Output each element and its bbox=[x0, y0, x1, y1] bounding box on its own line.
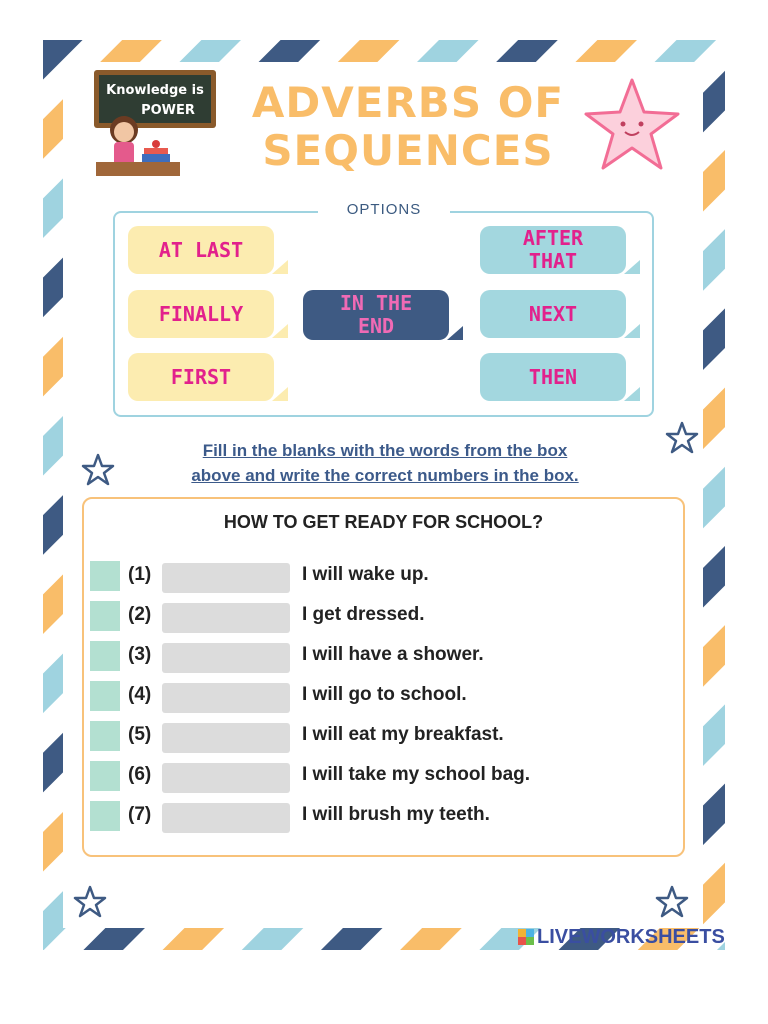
instructions-line-1: Fill in the blanks with the words from the box bbox=[202, 441, 568, 460]
row-number: (1) bbox=[128, 564, 152, 585]
row-number: (6) bbox=[128, 764, 152, 785]
adverb-input[interactable] bbox=[162, 803, 294, 835]
row-number: (3) bbox=[128, 644, 152, 665]
option-at-last[interactable]: AT LAST bbox=[128, 226, 274, 274]
adverb-blank[interactable] bbox=[162, 603, 290, 633]
order-number-input[interactable] bbox=[90, 601, 124, 633]
adverb-blank[interactable] bbox=[162, 763, 290, 793]
svg-text:POWER: POWER bbox=[141, 103, 195, 118]
adverb-blank[interactable] bbox=[162, 563, 290, 593]
row-sentence: I will take my school bag. bbox=[302, 764, 531, 785]
adverb-blank[interactable] bbox=[162, 803, 290, 833]
exercise-title: HOW TO GET READY FOR SCHOOL? bbox=[223, 512, 544, 532]
order-number-input[interactable] bbox=[90, 681, 124, 713]
order-number-input[interactable] bbox=[90, 801, 124, 833]
star-outline-icon bbox=[654, 884, 690, 920]
logo-text: LIVEWORKSHEETS bbox=[537, 925, 725, 948]
smiling-star-icon bbox=[578, 74, 686, 174]
row-sentence: I will wake up. bbox=[302, 564, 429, 585]
row-number: (4) bbox=[128, 684, 152, 705]
instructions-line-2: above and write the correct numbers in the box. bbox=[191, 466, 579, 485]
order-number-input[interactable] bbox=[90, 721, 124, 753]
row-sentence: I get dressed. bbox=[302, 604, 425, 625]
option-next[interactable]: NEXT bbox=[480, 290, 626, 338]
row-sentence: I will go to school. bbox=[302, 684, 467, 705]
row-number: (5) bbox=[128, 724, 152, 745]
order-number-box[interactable] bbox=[90, 761, 120, 791]
option-in-the-end[interactable]: IN THE END bbox=[303, 290, 449, 340]
order-number-box[interactable] bbox=[90, 601, 120, 631]
adverb-blank[interactable] bbox=[162, 723, 290, 753]
order-number-box[interactable] bbox=[90, 641, 120, 671]
adverb-input[interactable] bbox=[162, 763, 294, 795]
option-after-that[interactable]: AFTER THAT bbox=[480, 226, 626, 274]
page-title-line-2: SEQUENCES bbox=[262, 126, 554, 175]
adverb-input[interactable] bbox=[162, 643, 294, 675]
row-sentence: I will eat my breakfast. bbox=[302, 724, 504, 745]
star-outline-icon bbox=[72, 884, 108, 920]
row-sentence: I will brush my teeth. bbox=[302, 804, 490, 825]
liveworksheets-logo bbox=[518, 926, 725, 948]
star-outline-icon bbox=[80, 452, 116, 488]
adverb-input[interactable] bbox=[162, 563, 294, 595]
star-outline-icon bbox=[664, 420, 700, 456]
adverb-input[interactable] bbox=[162, 683, 294, 715]
svg-text:Knowledge is: Knowledge is bbox=[106, 83, 204, 98]
order-number-box[interactable] bbox=[90, 561, 120, 591]
adverb-blank[interactable] bbox=[162, 643, 290, 673]
adverb-input[interactable] bbox=[162, 723, 294, 755]
order-number-input[interactable] bbox=[90, 641, 124, 673]
adverb-blank[interactable] bbox=[162, 683, 290, 713]
page-title-line-1: ADVERBS OF bbox=[251, 78, 565, 127]
logo-mark-icon bbox=[518, 929, 534, 945]
instructions bbox=[120, 438, 650, 488]
option-finally[interactable]: FINALLY bbox=[128, 290, 274, 338]
option-then[interactable]: THEN bbox=[480, 353, 626, 401]
row-number: (7) bbox=[128, 804, 152, 825]
row-sentence: I will have a shower. bbox=[302, 644, 484, 665]
order-number-input[interactable] bbox=[90, 561, 124, 593]
order-number-box[interactable] bbox=[90, 801, 120, 831]
option-first[interactable]: FIRST bbox=[128, 353, 274, 401]
options-label: OPTIONS bbox=[318, 201, 450, 218]
order-number-input[interactable] bbox=[90, 761, 124, 793]
order-number-box[interactable] bbox=[90, 681, 120, 711]
adverb-input[interactable] bbox=[162, 603, 294, 635]
teacher-illustration bbox=[92, 68, 220, 180]
row-number: (2) bbox=[128, 604, 152, 625]
order-number-box[interactable] bbox=[90, 721, 120, 751]
